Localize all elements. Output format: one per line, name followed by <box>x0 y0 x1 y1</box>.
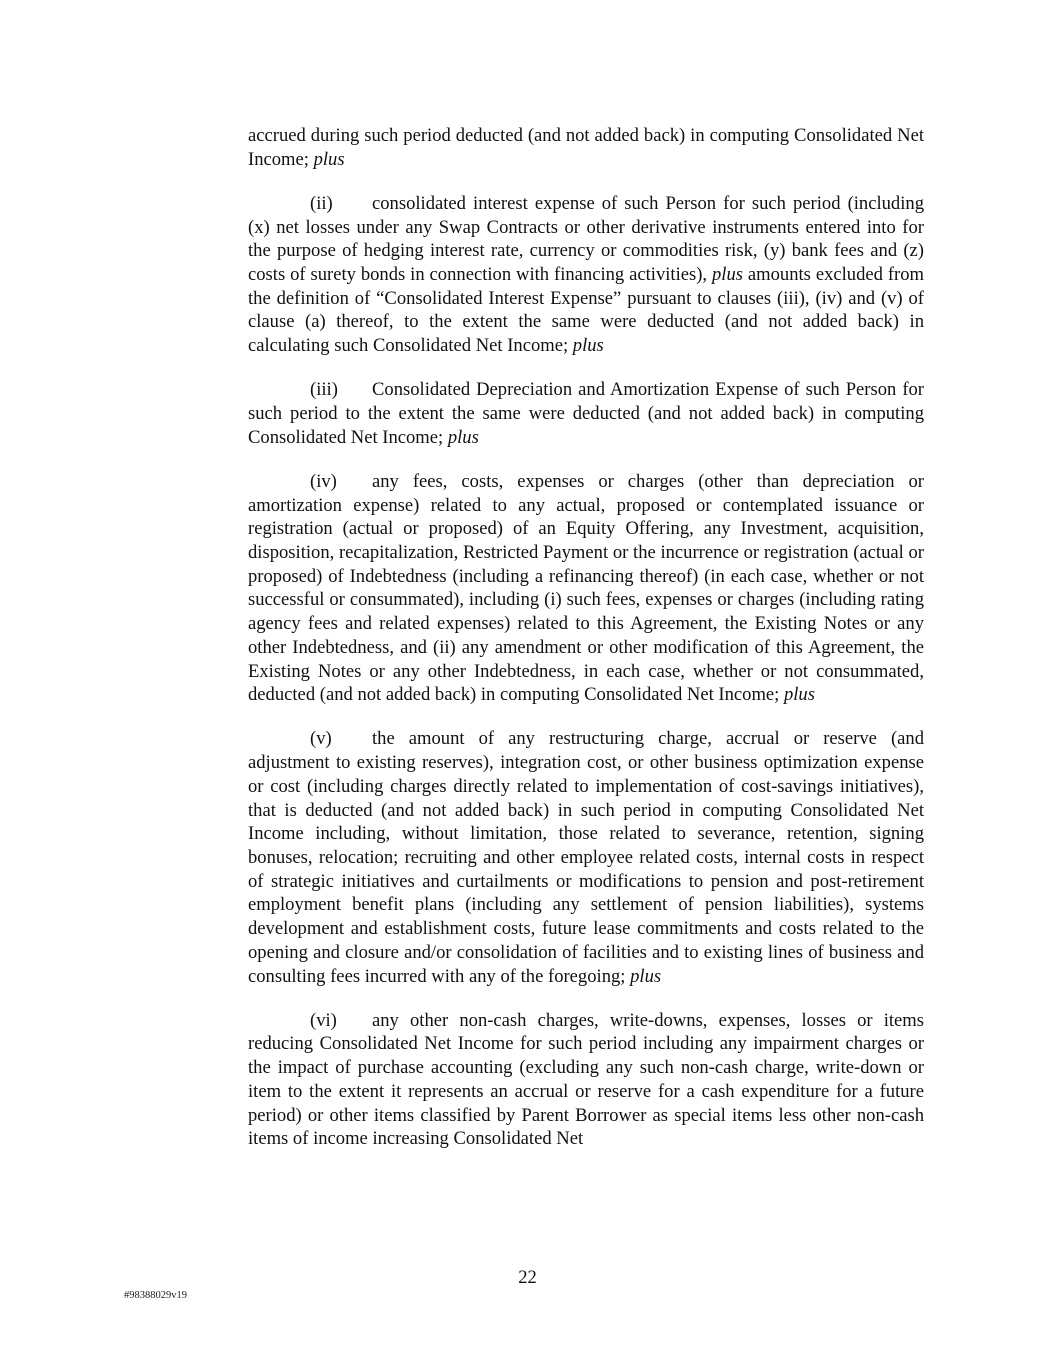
clause-v <box>248 727 924 988</box>
clause-number: (ii) <box>310 192 333 214</box>
plus-term: plus <box>712 264 743 286</box>
clause-text: any other non-cash charges, write-downs, expenses, losses or items reducing Consolidated Net Income for such period including any impairment charges or the impact of purchase accounting (excluding any such non-cash charge, write-down or item to the extent it represents an accrual or reserve for a cash expenditure for a future period) or other items classified by Parent Borrower as special items less other non-cash items of income increasing Consolidated Net <box>248 1009 924 1150</box>
clause-iii <box>248 378 924 449</box>
clause-vi <box>248 1009 924 1151</box>
clause-text-continued: amounts excluded from the definition of “Consolidated Interest Expense” pursuant to clauses (iii), (iv) and (v) of clause (a) thereof, to the extent the same were deducted (and not added back) in calculating such Consolidated Net Income; <box>248 264 924 357</box>
plus-term: plus <box>313 148 345 170</box>
plus-term: plus <box>447 426 479 448</box>
paragraph-text: accrued during such period deducted (and not added back) in computing Consolidated Net Income; <box>248 125 924 170</box>
clause-number: (v) <box>310 728 332 750</box>
plus-term: plus <box>783 684 815 706</box>
paragraph-continuation <box>248 124 924 171</box>
plus-term: plus <box>572 335 604 357</box>
clause-number: (vi) <box>310 1009 337 1031</box>
clause-number: (iv) <box>310 470 337 492</box>
clause-text: the amount of any restructuring charge, accrual or reserve (and adjustment to existing reserves), integration cost, or other business optimization expense or cost (including charges directly related to implementation of cost-savings initiatives), that is deducted (and not added back) in such period in computing Consolidated Net Income including, without limitation, those related to severance, retention, signing bonuses, relocation; recruiting and other employee related costs, internal costs in respect of strategic initiatives and curtailments or modifications to pension and post-retirement employment benefit plans (including any settlement of pension liabilities), systems development and establishment costs, future lease commitments and costs related to the opening and closure and/or consolidation of facilities and to existing lines of business and consulting fees incurred with any of the foregoing; <box>248 728 924 987</box>
document-body <box>248 124 924 1171</box>
clause-ii <box>248 192 924 358</box>
clause-text: consolidated interest expense of such Person for such period (including (x) net losses under any Swap Contracts or other derivative instruments entered into for the purpose of hedging interest rate, currency or commodities risk, (y) bank fees and (z) costs of surety bonds in connection with financing activities), <box>248 192 924 286</box>
document-id: #98388029v19 <box>124 1290 187 1301</box>
clause-text: any fees, costs, expenses or charges (other than depreciation or amortization expense) related to any actual, proposed or contemplated issuance or registration (actual or proposed) of an Equity Offering, any Investment, acquisition, disposition, recapitalization, Restricted Payment or the incurrence or registration (actual or proposed) of Indebtedness (including a refinancing thereof) (in each case, whether or not successful or consummated), including (i) such fees, expenses or charges (including rating agency fees and related expenses) related to this Agreement, the Existing Notes or any other Indebtedness, and (ii) any amendment or other modification of this Agreement, the Existing Notes or any other Indebtedness, in each case, whether or not consummated, deducted (and not added back) in computing Consolidated Net Income; <box>248 470 924 706</box>
clause-number: (iii) <box>310 379 338 401</box>
clause-iv <box>248 470 924 707</box>
plus-term: plus <box>630 965 662 987</box>
clause-text: Consolidated Depreciation and Amortization Expense of such Person for such period to the extent the same were deducted (and not added back) in computing Consolidated Net Income; <box>248 379 924 448</box>
page-number: 22 <box>518 1267 537 1288</box>
